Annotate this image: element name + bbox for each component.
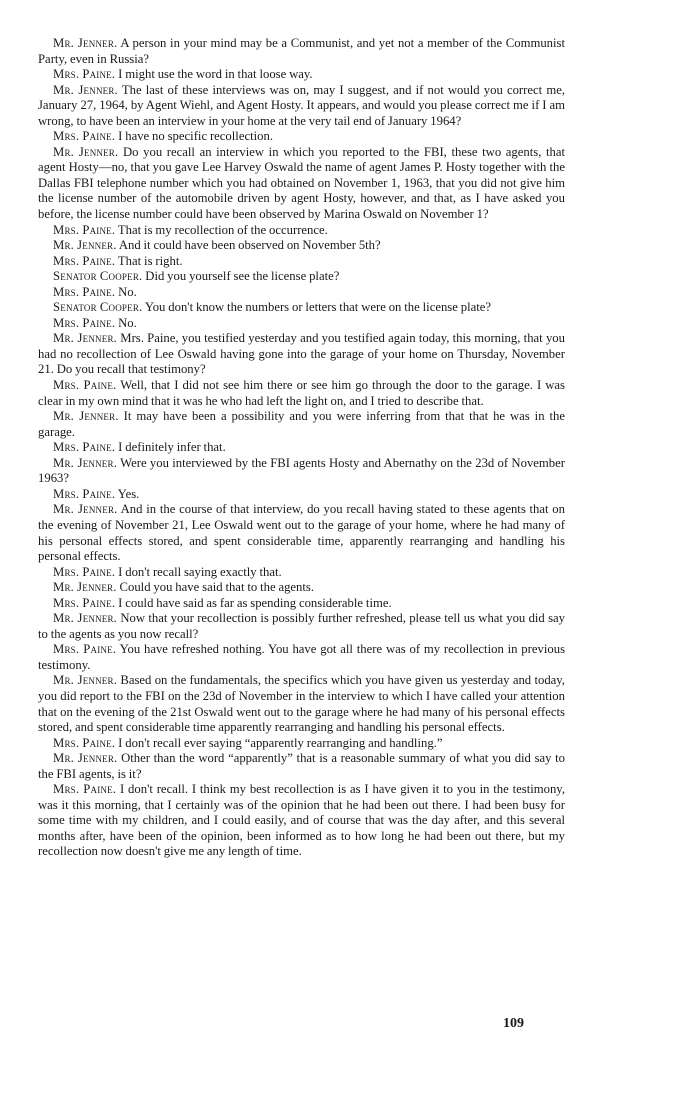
speaker-name: Senator Cooper. (53, 269, 143, 284)
testimony-paragraph (38, 285, 565, 301)
testimony-statement: And in the course of that interview, do you recall having stated to these agents that on the evening of November 21, Lee Oswald went out to the garage of your home, where he had many of his personal effects stored, and spent considerable time, apparently rearranging and handling his personal effects. (38, 502, 565, 564)
speaker-name: Mrs. Paine. (53, 782, 117, 797)
testimony-paragraph (38, 782, 565, 860)
testimony-statement: I don't recall saying exactly that. (118, 564, 282, 579)
testimony-paragraph (38, 300, 565, 316)
testimony-paragraph (38, 254, 565, 270)
testimony-paragraph (38, 67, 565, 83)
testimony-paragraph (38, 456, 565, 487)
testimony-statement: I could have said as far as spending considerable time. (118, 595, 392, 610)
testimony-statement: Based on the fundamentals, the specifics which you have given us yesterday and today, you did report to the FBI on the 23d of November in the interview to which I have called your attention that on the evening of the 21st Oswald went out to the garage where he had many of his personal effects stored, and spent considerable time apparently rearranging and handling his personal effects. (38, 673, 565, 735)
speaker-name: Mrs. Paine. (53, 440, 116, 455)
testimony-statement: You have refreshed nothing. You have got all there was of my recollection in previous testimony. (38, 642, 566, 672)
speaker-name: Mr. Jenner. (53, 82, 118, 97)
testimony-statement: Well, that I did not see him there or see him go through the door to the garage. I was clear in my own mind that it was he who had left the light on, and I tried to describe that. (38, 378, 565, 408)
testimony-statement: Other than the word “apparently” that is a reasonable summary of what you did say to the FBI agents, is it? (38, 751, 566, 781)
speaker-name: Mrs. Paine. (53, 253, 116, 268)
testimony-statement: It may have been a possibility and you were inferring from that that he was in the garage. (38, 409, 565, 439)
speaker-name: Mrs. Paine. (53, 595, 116, 610)
testimony-paragraph (38, 238, 565, 254)
testimony-statement: That is right. (117, 253, 183, 268)
speaker-name: Mrs. Paine. (53, 735, 116, 750)
speaker-name: Mr. Jenner. (53, 331, 118, 346)
testimony-paragraph (38, 145, 565, 223)
speaker-name: Mr. Jenner. (53, 580, 117, 595)
testimony-statement: Yes. (117, 486, 140, 501)
speaker-name: Mrs. Paine. (53, 315, 116, 330)
testimony-paragraph (38, 316, 565, 332)
speaker-name: Mrs. Paine. (53, 564, 116, 579)
testimony-statement: Could you have said that to the agents. (119, 580, 315, 595)
speaker-name: Mrs. Paine. (53, 378, 117, 393)
testimony-statement: No. (118, 284, 137, 299)
speaker-name: Mr. Jenner. (53, 455, 118, 470)
speaker-name: Mrs. Paine. (53, 222, 116, 237)
testimony-statement: You don't know the numbers or letters that were on the license plate? (144, 300, 492, 315)
speaker-name: Mr. Jenner. (53, 611, 118, 626)
testimony-paragraph (38, 673, 565, 735)
testimony-statement: The last of these interviews was on, may I suggest, and if not would you correct me, January 27, 1964, by Agent Wiehl, and Agent Hosty. It appears, and would you please correct me if I am wrong, to have been an interview in your home at the very tail end of January 1964? (38, 82, 565, 128)
speaker-name: Mr. Jenner. (53, 751, 118, 766)
testimony-paragraph (38, 487, 565, 503)
testimony-paragraph (38, 736, 565, 752)
testimony-statement: Were you interviewed by the FBI agents Hosty and Abernathy on the 23d of November 1963? (38, 455, 565, 486)
testimony-paragraph (38, 611, 565, 642)
speaker-name: Mrs. Paine. (53, 642, 117, 657)
page-number: 109 (503, 1016, 524, 1031)
testimony-paragraph (38, 440, 565, 456)
speaker-name: Mr. Jenner. (53, 502, 118, 517)
testimony-paragraph (38, 36, 565, 67)
speaker-name: Mrs. Paine. (53, 67, 116, 82)
testimony-statement: No. (118, 315, 137, 330)
testimony-paragraph (38, 580, 565, 596)
testimony-paragraph (38, 378, 565, 409)
testimony-statement: I might use the word in that loose way. (118, 67, 313, 82)
testimony-statement: A person in your mind may be a Communist, and yet not a member of the Communist Party, even in Russia? (38, 36, 566, 66)
testimony-paragraph (38, 565, 565, 581)
speaker-name: Mr. Jenner. (53, 144, 119, 159)
testimony-text (38, 36, 565, 860)
speaker-name: Mrs. Paine. (53, 284, 116, 299)
speaker-name: Mrs. Paine. (53, 129, 116, 144)
speaker-name: Mr. Jenner. (53, 409, 119, 424)
testimony-statement: I definitely infer that. (118, 440, 226, 455)
testimony-paragraph (38, 642, 565, 673)
testimony-paragraph (38, 83, 565, 130)
testimony-statement: I have no specific recollection. (118, 129, 273, 144)
testimony-paragraph (38, 596, 565, 612)
speaker-name: Mr. Jenner. (53, 673, 118, 688)
testimony-statement: I don't recall ever saying “apparently rearranging and handling.” (118, 735, 443, 750)
testimony-statement: And it could have been observed on November 5th? (118, 238, 381, 253)
testimony-statement: I don't recall. I think my best recollection is as I have given it to you in the testimony, was it this morning, that I certainly was of the opinion that he had been out there. I had been busy for some time with my children, and I could easily, and of course that was the day after, and this several months after, have been of the opinion, been informed as to how long he had been out there, but my recollection now doesn't give me any length of time. (38, 782, 565, 859)
speaker-name: Mr. Jenner. (53, 238, 117, 253)
speaker-name: Mr. Jenner. (53, 36, 118, 50)
testimony-paragraph (38, 751, 565, 782)
speaker-name: Senator Cooper. (53, 300, 143, 315)
testimony-paragraph (38, 409, 565, 440)
testimony-paragraph (38, 269, 565, 285)
testimony-paragraph (38, 223, 565, 239)
testimony-statement: Now that your recollection is possibly further refreshed, please tell us what you did say to the agents as you now recall? (38, 611, 565, 641)
testimony-paragraph (38, 331, 565, 378)
testimony-paragraph (38, 502, 565, 564)
speaker-name: Mrs. Paine. (53, 486, 116, 501)
testimony-statement: That is my recollection of the occurrence. (117, 222, 328, 237)
testimony-statement: Do you recall an interview in which you reported to the FBI, these two agents, that agent Hosty—no, that you gave Lee Harvey Oswald the name of agent James P. Hosty together with the Dallas FBI telephone number which you had obtained on November 1, 1963, that you did not give him the license number of the automobile driven by agent Hosty, however, and that, as I have asked you before, the license number could have been observed by Marina Oswald on November 1? (38, 144, 566, 222)
testimony-paragraph (38, 129, 565, 145)
testimony-statement: Did you yourself see the license plate? (145, 269, 340, 284)
testimony-statement: Mrs. Paine, you testified yesterday and you testified again today, this morning, that you had no recollection of Lee Oswald having gone into the garage of your home on Thursday, November 21. Do you recall that testimony? (38, 331, 565, 377)
